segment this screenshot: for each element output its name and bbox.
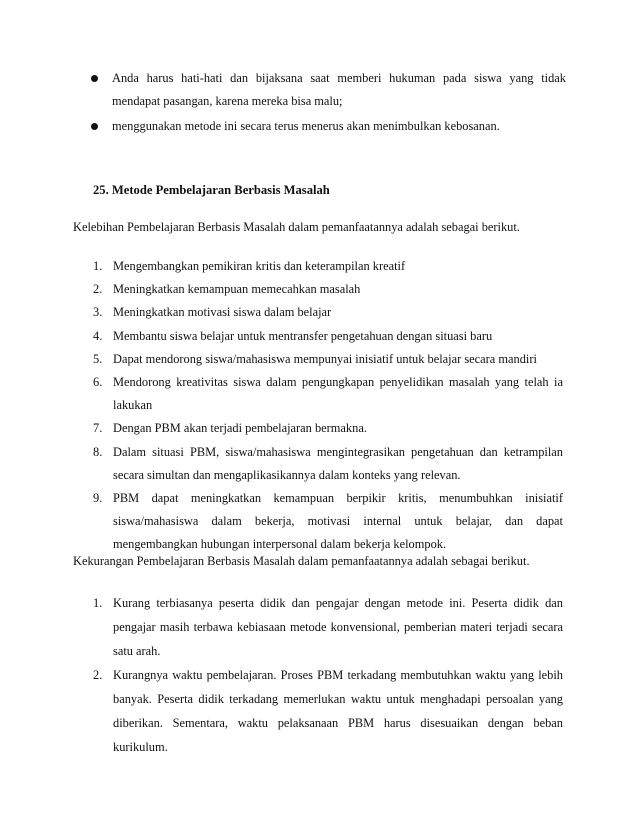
list-number: 1. xyxy=(93,596,103,610)
list-number: 3. xyxy=(93,305,103,320)
list-item xyxy=(93,663,563,759)
list-item xyxy=(93,371,563,417)
disadvantages-intro: Kekurangan Pembelajaran Berbasis Masalah dalam pemanfaatannya adalah sebagai berikut. xyxy=(73,554,530,568)
bullet-item xyxy=(88,67,566,113)
bullet-dot-icon xyxy=(91,75,98,82)
list-item xyxy=(93,591,563,663)
list-item xyxy=(93,325,563,348)
list-number: 2. xyxy=(93,668,103,682)
bullet-dot-icon xyxy=(91,123,98,130)
list-item-text: Membantu siswa belajar untuk mentransfer pengetahuan dengan situasi baru xyxy=(113,328,493,343)
list-number: 9. xyxy=(93,491,103,506)
disadvantages-list xyxy=(93,591,563,759)
section-heading: 25. Metode Pembelajaran Berbasis Masalah xyxy=(93,183,330,197)
list-item xyxy=(93,441,563,487)
list-item-text: Kurang terbiasanya peserta didik dan pengajar dengan metode ini. Peserta didik dan pengajar masih terbawa kebiasaan metode konvensional, pemberian materi terjadi secara satu arah. xyxy=(113,596,563,658)
list-item xyxy=(93,301,563,324)
list-item-text: Dalam situasi PBM, siswa/mahasiswa mengintegrasikan pengetahuan dan ketrampilan secara simultan dan mengaplikasikannya dalam konteks yang relevan. xyxy=(113,444,563,482)
advantages-intro: Kelebihan Pembelajaran Berbasis Masalah dalam pemanfaatannya adalah sebagai berikut. xyxy=(73,220,520,234)
list-number: 6. xyxy=(93,375,103,390)
list-number: 8. xyxy=(93,444,103,459)
list-item-text: Mengembangkan pemikiran kritis dan keterampilan kreatif xyxy=(113,259,406,273)
list-number: 4. xyxy=(93,328,103,343)
list-item xyxy=(93,348,563,371)
bullet-item xyxy=(88,115,566,138)
list-item xyxy=(93,278,563,301)
list-item xyxy=(93,487,563,557)
bullet-list xyxy=(88,67,566,140)
list-item xyxy=(93,417,563,440)
list-item-text: Dapat mendorong siswa/mahasiswa mempunyai inisiatif untuk belajar secara mandiri xyxy=(113,351,537,366)
list-item xyxy=(93,255,563,278)
list-item-text: Meningkatkan motivasi siswa dalam belajar xyxy=(113,305,332,320)
list-item-text: Meningkatkan kemampuan memecahkan masalah xyxy=(113,282,361,297)
list-item-text: Dengan PBM akan terjadi pembelajaran bermakna. xyxy=(113,421,367,436)
list-item-text: Kurangnya waktu pembelajaran. Proses PBM terkadang membutuhkan waktu yang lebih banyak. Peserta didik terkadang memerlukan waktu untuk menghadapi persoalan yang diberikan. Sementara, waktu pelaksanaan PBM harus disesuaikan dengan beban kurikulum. xyxy=(113,668,563,754)
list-item-text: PBM dapat meningkatkan kemampuan berpikir kritis, menumbuhkan inisiatif siswa/mahasiswa dalam bekerja, motivasi internal untuk belajar, dan dapat mengembangkan hubungan interpersonal dalam bekerja kelompok. xyxy=(113,491,563,552)
list-number: 5. xyxy=(93,351,103,366)
bullet-text: menggunakan metode ini secara terus menerus akan menimbulkan kebosanan. xyxy=(112,119,500,133)
advantages-list xyxy=(93,255,563,557)
list-number: 7. xyxy=(93,421,103,436)
bullet-text: Anda harus hati-hati dan bijaksana saat memberi hukuman pada siswa yang tidak mendapat pasangan, karena mereka bisa malu; xyxy=(112,71,566,108)
list-item-text: Mendorong kreativitas siswa dalam pengungkapan penyelidikan masalah yang telah ia lakukan xyxy=(113,375,563,413)
list-number: 1. xyxy=(93,259,103,273)
list-number: 2. xyxy=(93,282,103,297)
